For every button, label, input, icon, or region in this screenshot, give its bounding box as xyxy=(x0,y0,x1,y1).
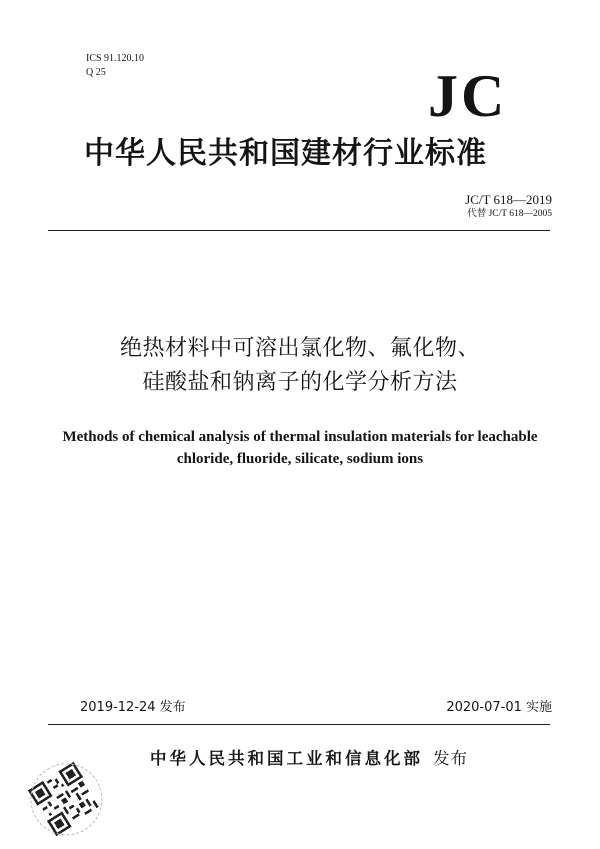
chinese-title-line-2: 硅酸盐和钠离子的化学分析方法 xyxy=(142,370,458,395)
standard-number: JC/T 618—2019 xyxy=(465,192,552,207)
ccs-code: Q 25 xyxy=(86,67,106,78)
english-title xyxy=(40,426,560,470)
english-title-line-1: Methods of chemical analysis of thermal insulation materials for leachable xyxy=(62,429,538,445)
chinese-title xyxy=(40,332,560,400)
issue-date: 2019-12-24 发布 xyxy=(80,700,186,715)
issuer-line xyxy=(150,747,468,771)
qr-code-seal-icon xyxy=(28,762,102,836)
implement-date: 2020-07-01 实施 xyxy=(446,700,552,715)
classification-codes xyxy=(86,52,144,80)
chinese-title-line-1: 绝热材料中可溶出氯化物、氟化物、 xyxy=(119,336,480,361)
bottom-divider xyxy=(48,724,550,725)
top-divider xyxy=(48,230,550,231)
organization-title: 中华人民共和国建材行业标准 xyxy=(84,136,487,171)
english-title-line-2: chloride, fluoride, silicate, sodium ions xyxy=(176,451,424,467)
issuer-action: 发布 xyxy=(433,749,468,768)
issuer-name: 中华人民共和国工业和信息化部 xyxy=(150,749,423,768)
jc-logo: JC xyxy=(428,63,508,129)
standard-number-block xyxy=(465,192,552,220)
ics-code: ICS 91.120.10 xyxy=(86,53,145,64)
replaces-standard: 代替 JC/T 618—2005 xyxy=(467,209,552,219)
